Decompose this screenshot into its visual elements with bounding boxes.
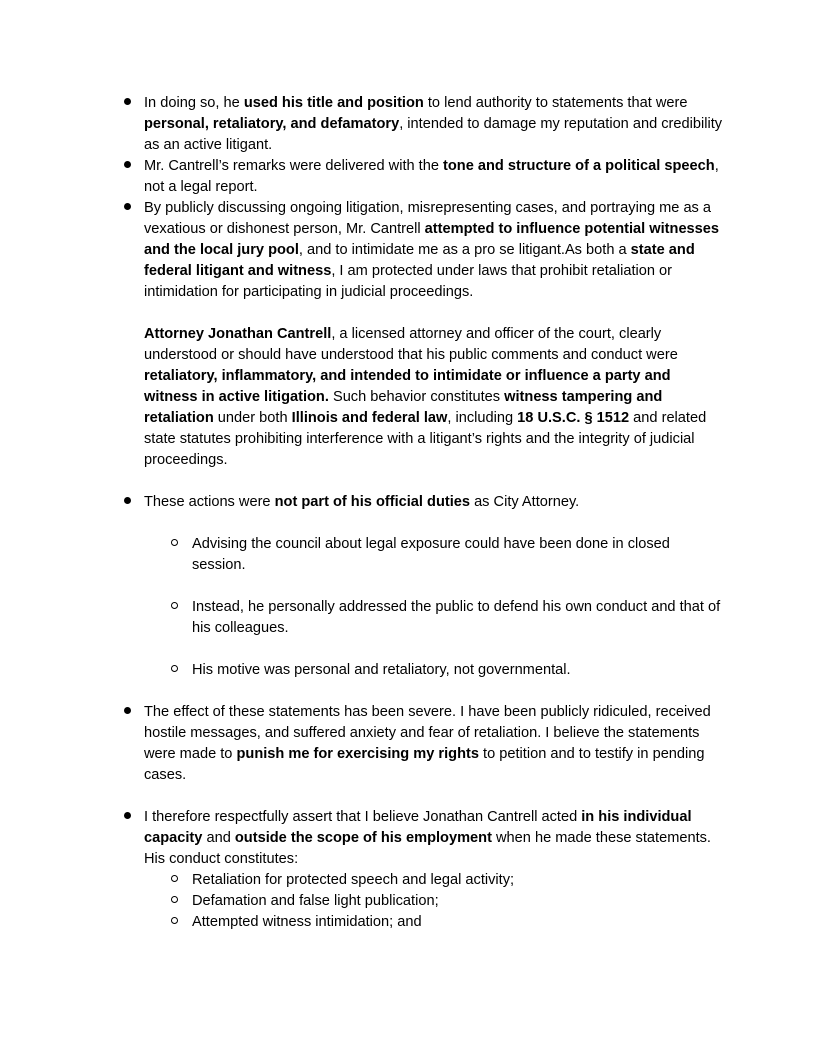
bold-text-run: Illinois and federal law	[291, 410, 448, 426]
text-run: His motive was personal and retaliatory, not governmental.	[192, 662, 571, 678]
text-run: to lend authority to statements that were	[423, 95, 688, 111]
bold-text-run: Attorney Jonathan Cantrell	[144, 326, 332, 342]
text-run: Such behavior constitutes	[328, 389, 505, 405]
item-text	[144, 95, 722, 153]
item-text	[144, 704, 711, 783]
text-run: , intended to damage my reputation and credibility as an active litigant.	[144, 116, 723, 153]
text-run: By publicly discussing ongoing litigation, misrepresenting cases, and portraying me as a vexatious or dishonest person, Mr. Cantrell	[144, 200, 712, 237]
bold-text-run: retaliatory, inflammatory, and intended to intimidate or influence a party and witness in active litigation.	[144, 368, 671, 405]
text-run: and related state statutes prohibiting interference with a litigant’s rights and the integrity of judicial proceedings.	[144, 410, 707, 468]
text-run: when he made these statements. His conduct constitutes:	[144, 830, 711, 867]
text-run: to petition and to testify in pending cases.	[144, 746, 705, 783]
item-text	[144, 200, 719, 300]
sub-bullet-item	[96, 534, 726, 576]
bullet-item	[96, 492, 726, 513]
text-run: and	[202, 830, 235, 846]
paragraph	[96, 324, 726, 471]
text-run: Defamation and false light publication;	[192, 893, 439, 909]
text-run: Instead, he personally addressed the public to defend his own conduct and that of his colleagues.	[192, 599, 721, 636]
bold-text-run: 18 U.S.C. § 1512	[517, 410, 630, 426]
bold-text-run: state and federal litigant and witness	[144, 242, 695, 279]
item-text	[192, 893, 439, 909]
bold-text-run: witness tampering and retaliation	[144, 389, 663, 426]
text-run: In doing so, he	[144, 95, 244, 111]
bullet-item	[96, 807, 726, 870]
bullet-item	[96, 198, 726, 303]
text-run: The effect of these statements has been severe. I have been publicly ridiculed, received hostile messages, and suffered anxiety and fear of retaliation. I believe the statements were made to	[144, 704, 711, 762]
item-text	[192, 662, 571, 678]
text-run: These actions were	[144, 494, 275, 510]
item-text	[144, 494, 579, 510]
item-text	[192, 536, 670, 573]
sub-bullet-item	[96, 891, 726, 912]
bold-text-run: personal, retaliatory, and defamatory	[144, 116, 400, 132]
text-run: as City Attorney.	[470, 494, 580, 510]
text-run: , I am protected under laws that prohibit retaliation or intimidation for participating in judicial proceedings.	[144, 263, 673, 300]
sub-bullet-item	[96, 597, 726, 639]
item-text	[144, 158, 719, 195]
bold-text-run: in his individual capacity	[144, 809, 692, 846]
document-body	[96, 93, 726, 933]
sub-bullet-item	[96, 870, 726, 891]
item-text	[192, 599, 720, 636]
circle-bullet-icon	[168, 534, 180, 555]
text-run: Attempted witness intimidation; and	[192, 914, 422, 930]
sub-bullet-item	[96, 912, 726, 933]
bold-text-run: used his title and position	[243, 95, 424, 111]
circle-bullet-icon	[168, 597, 180, 618]
circle-bullet-icon	[168, 660, 180, 681]
text-run: , not a legal report.	[144, 158, 719, 195]
bullet-item	[96, 156, 726, 198]
bullet-icon	[121, 93, 133, 114]
bullet-icon	[121, 198, 133, 219]
bullet-icon	[121, 156, 133, 177]
bold-text-run: attempted to influence potential witnesses and the local jury pool	[144, 221, 720, 258]
text-run: I therefore respectfully assert that I believe Jonathan Cantrell acted	[144, 809, 582, 825]
text-run: under both	[213, 410, 292, 426]
bullet-item	[96, 702, 726, 786]
text-run: , a licensed attorney and officer of the court, clearly understood or should have understood that his public comments and conduct were	[144, 326, 678, 363]
circle-bullet-icon	[168, 891, 180, 912]
circle-bullet-icon	[168, 912, 180, 933]
bold-text-run: tone and structure of a political speech	[443, 158, 715, 174]
text-run: Retaliation for protected speech and legal activity;	[192, 872, 515, 888]
text-run: Mr. Cantrell’s remarks were delivered with the	[144, 158, 444, 174]
bullet-item	[96, 93, 726, 156]
bullet-icon	[121, 492, 133, 513]
text-run: , and to intimidate me as a pro se litigant.As both a	[298, 242, 631, 258]
text-run: , including	[447, 410, 518, 426]
item-text	[192, 914, 422, 930]
paragraph-text	[144, 326, 706, 468]
item-text	[192, 872, 514, 888]
text-run: Advising the council about legal exposure could have been done in closed session.	[192, 536, 670, 573]
bullet-icon	[121, 807, 133, 828]
bold-text-run: not part of his official duties	[274, 494, 471, 510]
bold-text-run: outside the scope of his employment	[234, 830, 492, 846]
circle-bullet-icon	[168, 870, 180, 891]
sub-bullet-item	[96, 660, 726, 681]
bold-text-run: punish me for exercising my rights	[236, 746, 479, 762]
bullet-icon	[121, 702, 133, 723]
item-text	[144, 809, 711, 867]
